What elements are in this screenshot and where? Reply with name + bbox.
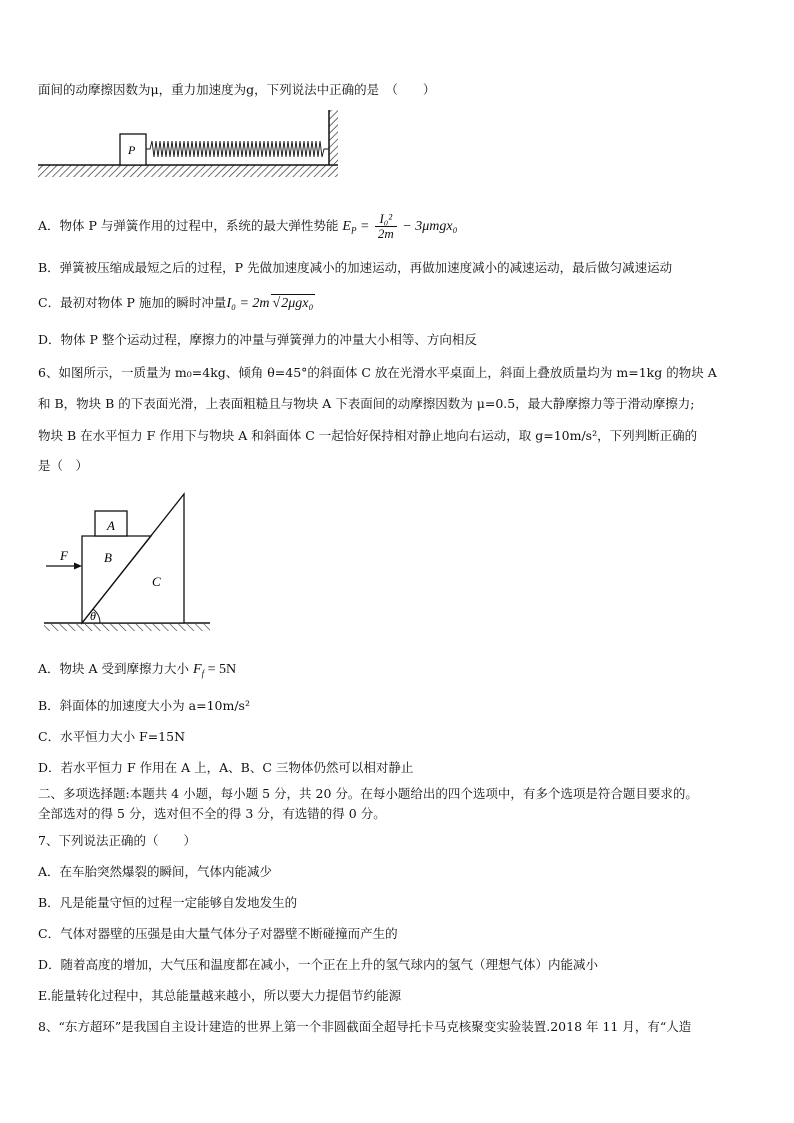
spring [146,141,329,157]
label-b: B [104,550,112,565]
q7-option-a: A．在车胎突然爆裂的瞬间，气体内能减少 [38,864,273,879]
label-c: C [152,574,161,589]
q5-intro: 面间的动摩擦因数为μ，重力加速度为g，下列说法中正确的是 （ ） [38,82,436,97]
q6-option-a: A．物块 A 受到摩擦力大小 $F_f = 5N$ [38,661,237,679]
q6-stem-line2: 和 B，物块 B 的下表面光滑，上表面粗糙且与物块 A 下表面间的动摩擦因数为 μ=0.5，最大静摩擦力等于滑动摩擦力; [38,396,695,411]
q8-stem-line1: 8、“东方超环”是我国自主设计建造的世界上第一个非圆截面全超导托卡马克核聚变实验装置.2018 年 11 月，有“人造 [38,1019,692,1034]
label-theta: θ [90,609,96,623]
section2-instructions-line1: 二、多项选择题:本题共 4 小题，每小题 5 分，共 20 分。在每小题给出的四个选项中，有多个选项是符合题目要求的。 [38,786,698,801]
label-f: F [60,548,68,563]
incline-figure [42,488,214,636]
section2-instructions-line2: 全部选对的得 5 分，选对但不全的得 3 分，有选错的得 0 分。 [38,806,386,821]
q5-option-a: A．物体 P 与弹簧作用的过程中，系统的最大弹性势能 $E_P$ = $\frac{\text{I₀²}}{2m}$ − 3μmgx₀ [38,211,458,241]
q7-option-c: C．气体对器壁的压强是由大量气体分子对器壁不断碰撞而产生的 [38,926,398,941]
spring-figure [36,108,348,184]
q7-stem: 7、下列说法正确的（ ） [38,833,196,848]
q5-option-b: B．弹簧被压缩成最短之后的过程，P 先做加速度减小的加速运动，再做加速度减小的减速运动，最后做匀减速运动 [38,260,673,275]
q7-option-b: B．凡是能量守恒的过程一定能够自发地发生的 [38,895,298,910]
q6-option-b: B．斜面体的加速度大小为 a=10m/s² [38,698,250,713]
q6-option-c: C．水平恒力大小 F=15N [38,729,186,744]
q6-option-d: D．若水平恒力 F 作用在 A 上，A、B、C 三物体仍然可以相对静止 [38,760,414,775]
q7-option-d: D．随着高度的增加，大气压和温度都在减小，一个正在上升的氢气球内的氢气（理想气体）内能减小 [38,957,599,972]
q5-option-c: C．最初对物体 P 施加的瞬时冲量I₀ = 2m √2μgx₀ [38,295,314,311]
q6-stem-line3: 物块 B 在水平恒力 F 作用下与物块 A 和斜面体 C 一起恰好保持相对静止地向右运动，取 g=10m/s²，下列判断正确的 [38,428,698,443]
q5-option-d: D．物体 P 整个运动过程，摩擦力的冲量与弹簧弹力的冲量大小相等、方向相反 [38,332,477,347]
q6-stem-line4: 是（ ） [38,458,89,473]
label-a: A [107,518,115,533]
q7-option-e: E.能量转化过程中，其总能量越来越小，所以要大力提倡节约能源 [38,988,402,1003]
q6-stem-line1: 6、如图所示，一质量为 m₀=4kg、倾角 θ=45°的斜面体 C 放在光滑水平桌面上，斜面上叠放质量均为 m=1kg 的物块 A [38,365,717,380]
block-p-label: P [128,143,136,157]
